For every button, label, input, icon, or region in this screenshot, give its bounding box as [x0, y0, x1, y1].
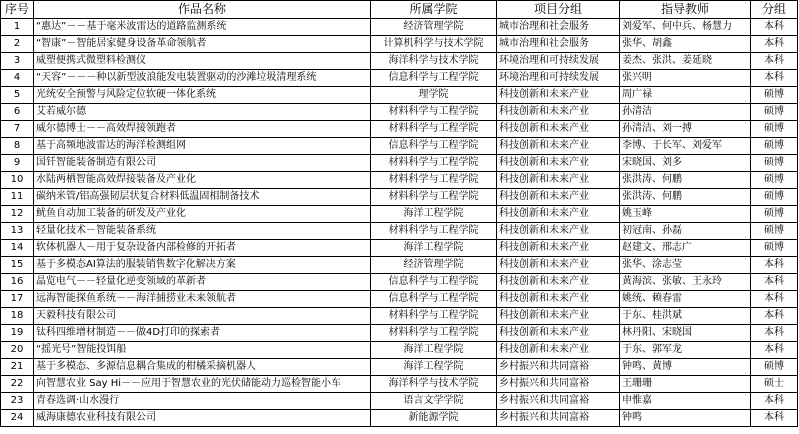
cell-level: 本科 — [751, 393, 798, 410]
table-row — [1, 87, 798, 104]
cell-no: 4 — [1, 70, 34, 87]
cell-level: 硕博 — [751, 87, 798, 104]
cell-college: 海洋工程学院 — [371, 206, 497, 223]
cell-group: 乡村振兴和共同富裕 — [497, 393, 620, 410]
cell-group: 科技创新和未来产业 — [497, 342, 620, 359]
cell-college: 语言文学学院 — [371, 393, 497, 410]
cell-college: 材料科学与工程学院 — [371, 189, 497, 206]
table-row — [1, 53, 798, 70]
cell-group: 科技创新和未来产业 — [497, 155, 620, 172]
cell-level: 本科 — [751, 257, 798, 274]
cell-teacher: 张华、涂志莹 — [620, 257, 751, 274]
header-teacher: 指导教师 — [620, 1, 751, 19]
cell-title: 鱿鱼自动加工装备的研发及产业化 — [34, 206, 371, 223]
cell-no: 2 — [1, 36, 34, 53]
cell-no: 16 — [1, 274, 34, 291]
cell-college: 材料科学与工程学院 — [371, 172, 497, 189]
cell-no: 14 — [1, 240, 34, 257]
cell-college: 材料科学与工程学院 — [371, 223, 497, 240]
table-row — [1, 206, 798, 223]
cell-level: 本科 — [751, 70, 798, 87]
cell-group: 科技创新和未来产业 — [497, 308, 620, 325]
cell-teacher: 王珊珊 — [620, 376, 751, 393]
table-row — [1, 70, 798, 87]
cell-level: 硕博 — [751, 223, 798, 240]
cell-level: 硕博 — [751, 189, 798, 206]
table-row — [1, 291, 798, 308]
cell-group: 乡村振兴和共同富裕 — [497, 410, 620, 427]
cell-no: 21 — [1, 359, 34, 376]
table-row — [1, 325, 798, 342]
cell-no: 8 — [1, 138, 34, 155]
cell-title: 晶览电气－－轻量化逆变领域的革新者 — [34, 274, 371, 291]
header-college: 所属学院 — [371, 1, 497, 19]
header-no: 序号 — [1, 1, 34, 19]
table-row — [1, 410, 798, 427]
cell-group: 科技创新和未来产业 — [497, 121, 620, 138]
cell-no: 23 — [1, 393, 34, 410]
cell-title: “智康”－智能居家健身设备革命领航者 — [34, 36, 371, 53]
cell-group: 科技创新和未来产业 — [497, 138, 620, 155]
cell-title: 青春选调·山水漫行 — [34, 393, 371, 410]
cell-college: 新能源学院 — [371, 410, 497, 427]
cell-title: 水陆两栖智能高效焊接装备及产业化 — [34, 172, 371, 189]
cell-no: 7 — [1, 121, 34, 138]
cell-college: 理学院 — [371, 87, 497, 104]
cell-group: 科技创新和未来产业 — [497, 291, 620, 308]
cell-title: 碳纳米管/铝高强韧层状复合材料低温固相制备技术 — [34, 189, 371, 206]
cell-college: 信息科学与工程学院 — [371, 70, 497, 87]
table-row — [1, 36, 798, 53]
table-row — [1, 393, 798, 410]
cell-teacher: 刘爱军、何中兵、杨慧力 — [620, 19, 751, 36]
cell-level: 本科 — [751, 36, 798, 53]
cell-teacher: 钟鸣、黄博 — [620, 359, 751, 376]
cell-title: 国钎智能装备制造有限公司 — [34, 155, 371, 172]
cell-level: 本科 — [751, 308, 798, 325]
header-level: 分组 — [751, 1, 798, 19]
cell-group: 科技创新和未来产业 — [497, 325, 620, 342]
cell-teacher: 姚玉峰 — [620, 206, 751, 223]
cell-no: 15 — [1, 257, 34, 274]
cell-college: 材料科学与工程学院 — [371, 325, 497, 342]
cell-teacher: 孙清洁 — [620, 104, 751, 121]
cell-group: 科技创新和未来产业 — [497, 257, 620, 274]
table-row — [1, 359, 798, 376]
cell-college: 材料科学与工程学院 — [371, 104, 497, 121]
table-row — [1, 138, 798, 155]
cell-college: 海洋科学与技术学院 — [371, 376, 497, 393]
table-row — [1, 308, 798, 325]
cell-teacher: 赵建文、邢志广 — [620, 240, 751, 257]
table-row — [1, 19, 798, 36]
cell-no: 3 — [1, 53, 34, 70]
cell-teacher: 张洪涛、何鹏 — [620, 172, 751, 189]
cell-level: 本科 — [751, 410, 798, 427]
cell-group: 科技创新和未来产业 — [497, 104, 620, 121]
header-title: 作品名称 — [34, 1, 371, 19]
cell-teacher: 申惟嘉 — [620, 393, 751, 410]
cell-group: 科技创新和未来产业 — [497, 223, 620, 240]
cell-title: 威尔德博士－－高效焊接领跑者 — [34, 121, 371, 138]
cell-no: 12 — [1, 206, 34, 223]
cell-level: 本科 — [751, 291, 798, 308]
cell-college: 海洋工程学院 — [371, 359, 497, 376]
cell-title: 天毅科技有限公司 — [34, 308, 371, 325]
cell-group: 科技创新和未来产业 — [497, 240, 620, 257]
cell-level: 本科 — [751, 53, 798, 70]
cell-group: 城市治理和社会服务 — [497, 36, 620, 53]
cell-level: 硕博 — [751, 206, 798, 223]
cell-title: “摇光号”智能投饵船 — [34, 342, 371, 359]
header-group: 项目分组 — [497, 1, 620, 19]
cell-no: 22 — [1, 376, 34, 393]
cell-teacher: 姜杰、张洪、姜延晓 — [620, 53, 751, 70]
table-row — [1, 274, 798, 291]
cell-title: 光统安全预警与风险定位软硬一体化系统 — [34, 87, 371, 104]
table-row — [1, 172, 798, 189]
cell-no: 19 — [1, 325, 34, 342]
cell-level: 硕士 — [751, 376, 798, 393]
cell-no: 18 — [1, 308, 34, 325]
cell-group: 科技创新和未来产业 — [497, 206, 620, 223]
cell-no: 20 — [1, 342, 34, 359]
cell-no: 17 — [1, 291, 34, 308]
header-row — [1, 1, 798, 19]
cell-title: “惠达”－－基于毫米波雷达的道路监测系统 — [34, 19, 371, 36]
cell-college: 海洋工程学院 — [371, 240, 497, 257]
cell-college: 材料科学与工程学院 — [371, 155, 497, 172]
cell-level: 硕博 — [751, 359, 798, 376]
cell-college: 信息科学与工程学院 — [371, 138, 497, 155]
cell-level: 本科 — [751, 19, 798, 36]
cell-title: 基于多模态AI算法的服装销售数字化解决方案 — [34, 257, 371, 274]
cell-title: 向智慧农业 Say Hi－－应用于智慧农业的光伏储能动力巡检智能小车 — [34, 376, 371, 393]
cell-teacher: 张华、胡鑫 — [620, 36, 751, 53]
cell-teacher: 张兴明 — [620, 70, 751, 87]
table-row — [1, 257, 798, 274]
table-row — [1, 342, 798, 359]
cell-level: 硕博 — [751, 138, 798, 155]
cell-level: 硕博 — [751, 172, 798, 189]
cell-teacher: 林丹阳、宋晓国 — [620, 325, 751, 342]
cell-title: “天容”－－－种以新型波浪能发电装置驱动的沙滩垃圾清理系统 — [34, 70, 371, 87]
cell-group: 科技创新和未来产业 — [497, 87, 620, 104]
table-row — [1, 189, 798, 206]
table-row — [1, 155, 798, 172]
cell-level: 本科 — [751, 274, 798, 291]
cell-college: 材料科学与工程学院 — [371, 121, 497, 138]
cell-title: 远海智能探鱼系统－－海洋捕捞业未来领航者 — [34, 291, 371, 308]
cell-title: 威海康德农业科技有限公司 — [34, 410, 371, 427]
cell-teacher: 黄海滨、张敏、王永玲 — [620, 274, 751, 291]
cell-level: 硕博 — [751, 104, 798, 121]
cell-group: 城市治理和社会服务 — [497, 19, 620, 36]
cell-teacher: 宋晓国、刘多 — [620, 155, 751, 172]
cell-teacher: 孙清洁、刘一搏 — [620, 121, 751, 138]
cell-group: 乡村振兴和共同富裕 — [497, 376, 620, 393]
table-row — [1, 121, 798, 138]
cell-teacher: 姚统、赖春雷 — [620, 291, 751, 308]
cell-college: 计算机科学与技术学院 — [371, 36, 497, 53]
cell-no: 11 — [1, 189, 34, 206]
cell-group: 乡村振兴和共同富裕 — [497, 359, 620, 376]
table-row — [1, 104, 798, 121]
cell-teacher: 李博、于长军、刘爱军 — [620, 138, 751, 155]
cell-college: 经济管理学院 — [371, 257, 497, 274]
cell-teacher: 于东、桂洪斌 — [620, 308, 751, 325]
cell-college: 材料科学与工程学院 — [371, 308, 497, 325]
cell-teacher: 钟鸣 — [620, 410, 751, 427]
cell-group: 环境治理和可持续发展 — [497, 53, 620, 70]
cell-title: 轻量化技术－智能装备系统 — [34, 223, 371, 240]
cell-college: 海洋科学与技术学院 — [371, 53, 497, 70]
cell-teacher: 初冠南、孙磊 — [620, 223, 751, 240]
cell-title: 基于高频地波雷达的海洋检测组网 — [34, 138, 371, 155]
cell-college: 经济管理学院 — [371, 19, 497, 36]
cell-no: 6 — [1, 104, 34, 121]
cell-college: 信息科学与工程学院 — [371, 274, 497, 291]
cell-group: 环境治理和可持续发展 — [497, 70, 620, 87]
cell-no: 1 — [1, 19, 34, 36]
cell-teacher: 于东、郭军龙 — [620, 342, 751, 359]
table-row — [1, 223, 798, 240]
cell-level: 硕博 — [751, 121, 798, 138]
cell-level: 硕博 — [751, 155, 798, 172]
cell-teacher: 张洪涛、何鹏 — [620, 189, 751, 206]
cell-level: 本科 — [751, 325, 798, 342]
cell-no: 24 — [1, 410, 34, 427]
cell-group: 科技创新和未来产业 — [497, 172, 620, 189]
cell-teacher: 周广禄 — [620, 87, 751, 104]
cell-title: 基于多模态、多源信息耦合集成的柑橘采摘机器人 — [34, 359, 371, 376]
cell-no: 5 — [1, 87, 34, 104]
cell-no: 13 — [1, 223, 34, 240]
cell-level: 本科 — [751, 342, 798, 359]
cell-title: 威塑便携式微塑料检测仪 — [34, 53, 371, 70]
cell-title: 艾若威尔德 — [34, 104, 371, 121]
cell-title: 钛科四维增材制造－－做4D打印的探索者 — [34, 325, 371, 342]
table-row — [1, 376, 798, 393]
cell-no: 10 — [1, 172, 34, 189]
cell-no: 9 — [1, 155, 34, 172]
cell-group: 科技创新和未来产业 — [497, 274, 620, 291]
cell-group: 科技创新和未来产业 — [497, 189, 620, 206]
table-row — [1, 240, 798, 257]
cell-college: 海洋工程学院 — [371, 342, 497, 359]
cell-title: 软体机器人－用于复杂设备内部检修的开拓者 — [34, 240, 371, 257]
cell-college: 信息科学与工程学院 — [371, 291, 497, 308]
cell-level: 硕博 — [751, 240, 798, 257]
